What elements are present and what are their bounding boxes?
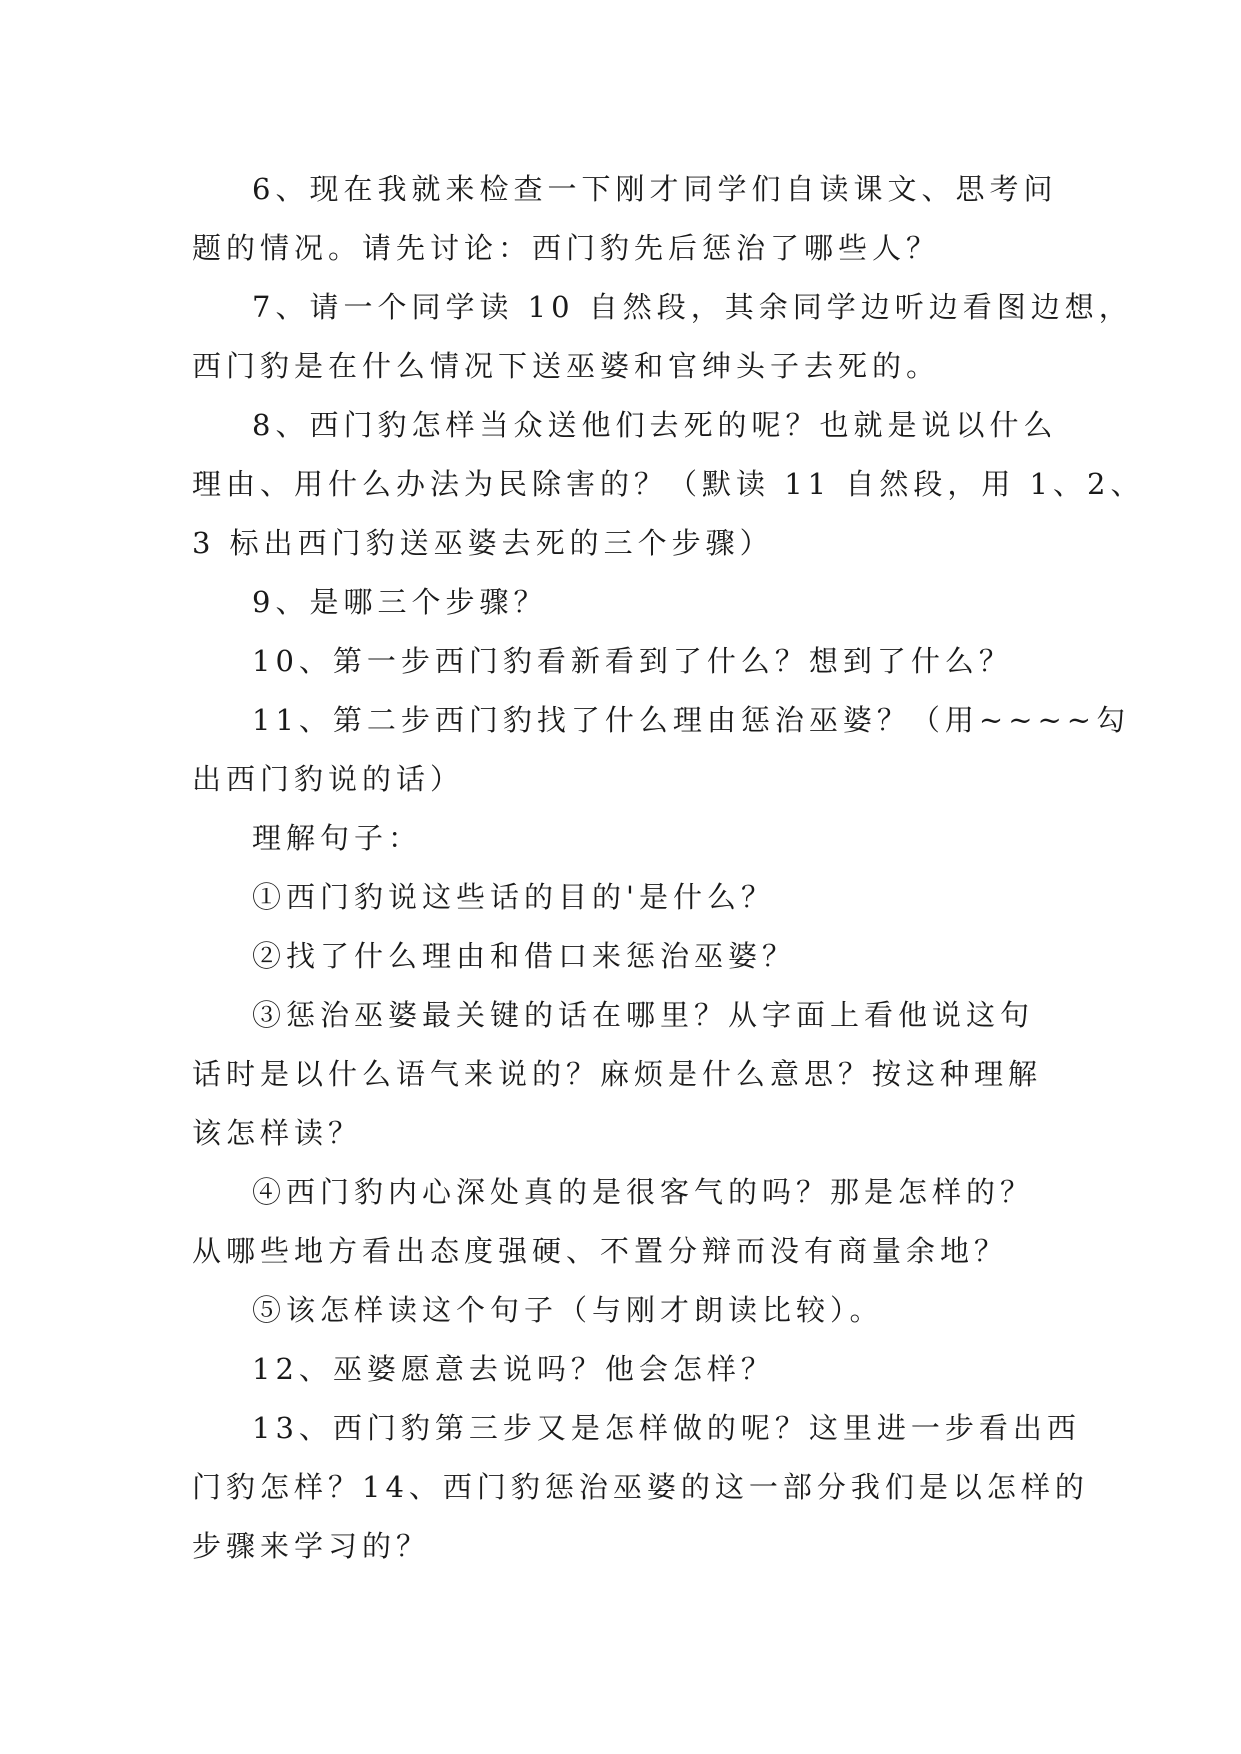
text-line: 12、巫婆愿意去说吗？他会怎样？ [252, 1352, 775, 1386]
text-line: 西门豹是在什么情况下送巫婆和官绅头子去死的。 [192, 349, 941, 383]
text-line: 3 标出西门豹送巫婆去死的三个步骤） [192, 526, 774, 560]
text-line: 该怎样读？ [192, 1116, 363, 1150]
text-line: 9、是哪三个步骤？ [252, 585, 548, 619]
text-line: 6、现在我就来检查一下刚才同学们自读课文、思考问 [252, 172, 1058, 206]
text-line: 从哪些地方看出态度强硬、不置分辩而没有商量余地？ [192, 1234, 1009, 1268]
text-line: ②找了什么理由和借口来惩治巫婆？ [252, 939, 797, 973]
text-line: 题的情况。请先讨论：西门豹先后惩治了哪些人？ [192, 231, 941, 265]
text-line: ③惩治巫婆最关键的话在哪里？从字面上看他说这句 [252, 998, 1035, 1032]
text-line: ⑤该怎样读这个句子（与刚才朗读比较）。 [252, 1293, 884, 1327]
text-line: 出西门豹说的话） [192, 762, 465, 796]
text-line: 门豹怎样？14、西门豹惩治巫婆的这一部分我们是以怎样的 [192, 1470, 1089, 1504]
text-line: 10、第一步西门豹看新看到了什么？想到了什么？ [252, 644, 1013, 678]
text-line: 13、西门豹第三步又是怎样做的呢？这里进一步看出西 [252, 1411, 1081, 1445]
text-line: 话时是以什么语气来说的？麻烦是什么意思？按这种理解 [192, 1057, 1043, 1091]
text-line: 理解句子： [252, 821, 423, 855]
text-line: ④西门豹内心深处真的是很客气的吗？那是怎样的？ [252, 1175, 1035, 1209]
text-line: 7、请一个同学读 10 自然段，其余同学边听边看图边想， [252, 290, 1133, 324]
text-line: 11、第二步西门豹找了什么理由惩治巫婆？（用~~~~勾 [252, 703, 1131, 737]
document-body [192, 160, 1145, 1576]
text-line: ①西门豹说这些话的目的'是什么？ [252, 880, 775, 914]
text-line: 理由、用什么办法为民除害的？（默读 11 自然段，用 1、2、 [192, 467, 1145, 501]
text-line: 8、西门豹怎样当众送他们去死的呢？也就是说以什么 [252, 408, 1058, 442]
text-line: 步骤来学习的？ [192, 1529, 431, 1563]
